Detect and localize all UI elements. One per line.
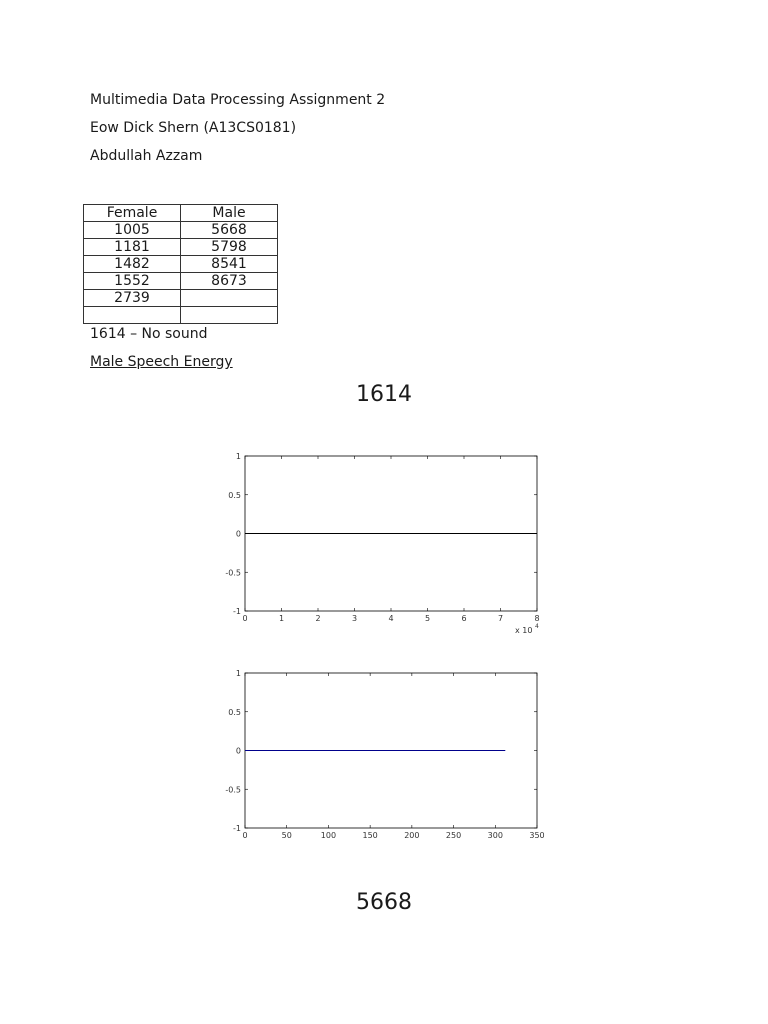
x-axis-multiplier-exponent: 4 (535, 623, 539, 630)
energy-plot-1614 (215, 665, 555, 865)
x-tick-label: 3 (351, 614, 358, 623)
document-title: Multimedia Data Processing Assignment 2 (90, 92, 386, 108)
table-cell: 8673 (181, 273, 278, 290)
x-tick-label: 2 (315, 614, 321, 623)
table-row (84, 256, 278, 273)
y-tick-label: 1 (235, 452, 241, 461)
table-cell (181, 290, 278, 307)
x-tick-label: 0 (242, 614, 248, 623)
x-tick-label: 50 (281, 831, 292, 840)
y-tick-label: 0.5 (228, 490, 241, 500)
table-cell: 1005 (84, 222, 181, 239)
y-tick-label: -0.5 (225, 568, 241, 578)
table-cell: 2739 (84, 290, 181, 307)
table-cell (84, 307, 181, 324)
x-tick-label: 250 (445, 831, 462, 840)
table-row (84, 239, 278, 256)
x-tick-label: 200 (404, 831, 420, 840)
x-tick-label: 300 (487, 831, 503, 840)
y-tick-label: -0.5 (225, 785, 241, 795)
y-tick-label: -1 (233, 607, 241, 616)
table-header-male: Male (181, 205, 278, 222)
x-tick-label: 5 (424, 614, 431, 623)
x-tick-label: 150 (362, 831, 378, 840)
x-tick-label: 4 (388, 614, 394, 623)
table-cell: 1552 (84, 273, 181, 290)
table-row (84, 273, 278, 290)
table-header-female: Female (84, 205, 181, 222)
x-tick-label: 350 (529, 831, 545, 840)
table-cell: 8541 (181, 256, 278, 273)
y-tick-label: 0 (235, 529, 241, 539)
table-cell: 5798 (181, 239, 278, 256)
x-tick-label: 100 (320, 831, 337, 840)
table-row (84, 290, 278, 307)
x-axis-multiplier: x 10 (515, 626, 533, 635)
figure-label-1614: 1614 (356, 382, 412, 407)
recording-id-table (83, 204, 278, 324)
y-tick-label: 1 (235, 669, 241, 678)
x-tick-label: 0 (242, 831, 248, 840)
author-line-1: Eow Dick Shern (A13CS0181) (90, 120, 297, 136)
figure-label-5668: 5668 (356, 890, 412, 915)
y-tick-label: 0.5 (228, 707, 241, 717)
x-tick-label: 7 (497, 614, 504, 623)
table-cell: 5668 (181, 222, 278, 239)
table-row (84, 222, 278, 239)
y-tick-label: -1 (233, 824, 241, 833)
table-cell (181, 307, 278, 324)
y-tick-label: 0 (235, 746, 241, 756)
no-sound-note: 1614 – No sound (90, 326, 208, 342)
table-cell: 1181 (84, 239, 181, 256)
signal-plot-1614 (215, 448, 555, 648)
section-heading: Male Speech Energy (90, 354, 233, 370)
x-tick-label: 1 (278, 614, 285, 623)
x-tick-label: 8 (534, 614, 540, 623)
x-tick-label: 6 (461, 614, 467, 623)
table-cell: 1482 (84, 256, 181, 273)
author-line-2: Abdullah Azzam (90, 148, 203, 164)
table-header-row (84, 205, 278, 222)
table-row (84, 307, 278, 324)
